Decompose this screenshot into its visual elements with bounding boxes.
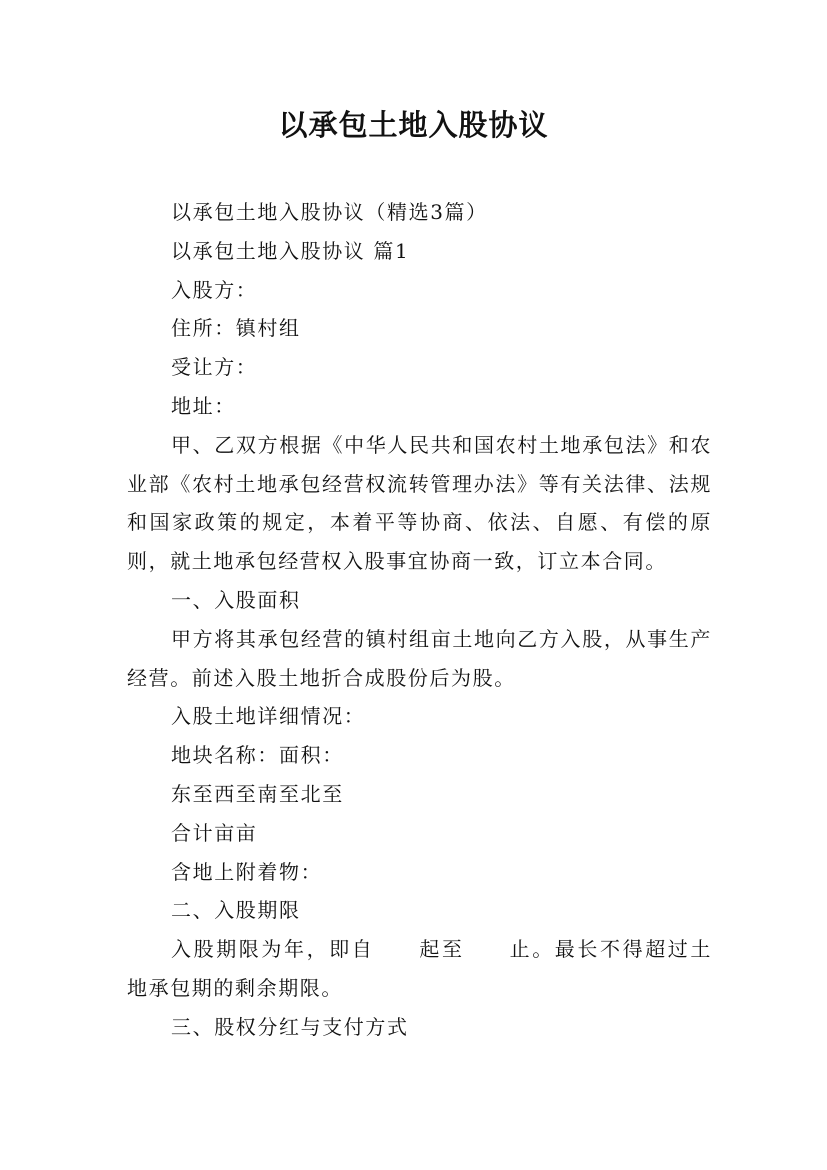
- paragraph-clause-1-body: 甲方将其承包经营的镇村组亩土地向乙方入股，从事生产经营。前述入股土地折合成股份后为股。: [127, 626, 712, 690]
- paragraph-section-heading: 以承包土地入股协议 篇1: [171, 238, 410, 263]
- term-text-part-1: 入股期限为年，即自: [171, 937, 375, 962]
- paragraph-residence: 住所：镇村组: [171, 316, 301, 341]
- paragraph-investor: 入股方：: [171, 277, 258, 302]
- paragraph-plot-name-area: 地块名称：面积：: [171, 743, 344, 768]
- term-text-part-3: 止。最长不得超过土地承包期的剩余期限。: [127, 937, 713, 1000]
- term-text-part-2: 起至: [418, 937, 465, 962]
- paragraph-total-mu: 合计亩亩: [171, 820, 258, 845]
- paragraph-preamble: 甲、乙双方根据《中华人民共和国农村土地承包法》和农业部《农村土地承包经营权流转管理办法》等有关法律、法规和国家政策的规定，本着平等协商、依法、自愿、有偿的原则，就土地承包经营权入股事宜协商一致，订立本合同。: [127, 432, 712, 574]
- document-body: [127, 193, 712, 1047]
- paragraph-clause-1-heading: 一、入股面积: [171, 587, 301, 612]
- paragraph-boundaries: 东至西至南至北至: [171, 781, 344, 806]
- paragraph-address: 地址：: [171, 393, 236, 418]
- paragraph-land-details: 入股土地详细情况：: [171, 704, 366, 729]
- paragraph-attachments: 含地上附着物：: [171, 859, 323, 884]
- paragraph-subtitle: 以承包土地入股协议（精选3篇）: [171, 200, 488, 224]
- paragraph-transferee: 受让方：: [171, 355, 258, 380]
- document-title: 以承包土地入股协议: [278, 108, 549, 142]
- paragraph-clause-3-heading: 三、股权分红与支付方式: [171, 1014, 409, 1039]
- paragraph-clause-2-heading: 二、入股期限: [171, 898, 301, 923]
- paragraph-clause-2-body: [127, 930, 712, 1008]
